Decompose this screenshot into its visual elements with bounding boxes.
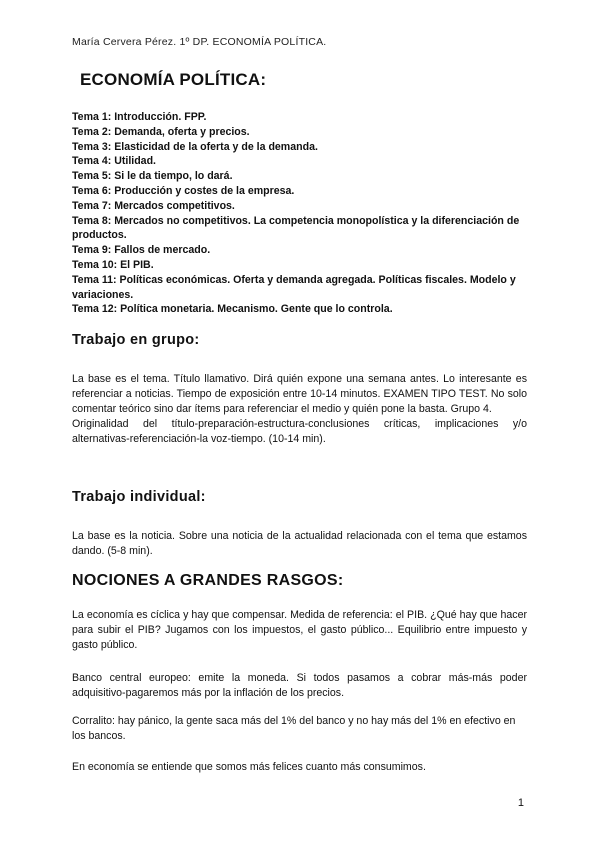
topic-item: Tema 11: Políticas económicas. Oferta y demanda agregada. Políticas fiscales. Modelo y variaciones. [72,273,516,301]
topic-item: Tema 4: Utilidad. [72,155,156,168]
topic-item: Tema 10: El PIB. [72,258,154,271]
notions-heading: NOCIONES A GRANDES RASGOS: [72,572,344,589]
group-work-heading: Trabajo en grupo: [72,332,200,348]
individual-work-paragraph: La base es la noticia. Sobre una noticia de la actualidad relacionada con el tema que estamos dando. (5-8 min). [72,530,527,557]
topic-item: Tema 5: Si le da tiempo, lo dará. [72,170,233,183]
topics-list [72,110,532,317]
group-work-paragraph-1: La base es el tema. Título llamativo. Dirá quién expone una semana antes. Lo interesante es referenciar a noticias. Tiempo de exposición entre 10-14 minutos. EXAMEN TIPO TEST. No solo comentar teórico sino dar ítems para referenciar el medio y quién pone la basta. Grupo 4. [72,373,527,415]
topic-item: Tema 12: Política monetaria. Mecanismo. Gente que lo controla. [72,303,393,316]
group-work-paragraph-2: Originalidad del título-preparación-estructura-conclusiones críticas, implicaciones y/o alternativas-referenciación-la voz-tiempo. (10-14 min). [72,418,527,445]
page-number: 1 [517,797,524,809]
topic-item: Tema 7: Mercados competitivos. [72,199,235,212]
individual-work-heading: Trabajo individual: [72,489,206,505]
notions-paragraph-1: La economía es cíclica y hay que compensar. Medida de referencia: el PIB. ¿Qué hay que hacer para subir el PIB? Jugamos con los impuestos, el gasto público... Equilibrio entre impuesto y gasto público. [72,609,527,651]
notions-paragraph-3: Corralito: hay pánico, la gente saca más del 1% del banco y no hay más del 1% en efectivo en los bancos. [72,715,516,742]
topic-item: Tema 1: Introducción. FPP. [72,111,207,123]
topic-item: Tema 3: Elasticidad de la oferta y de la demanda. [72,140,318,153]
topic-item: Tema 2: Demanda, oferta y precios. [72,125,250,138]
notions-paragraph-4: En economía se entiende que somos más felices cuanto más consumimos. [72,761,426,773]
topic-item: Tema 8: Mercados no competitivos. La competencia monopolística y la diferenciación de productos. [72,214,520,242]
document-title: ECONOMÍA POLÍTICA: [80,70,267,89]
page-header: María Cervera Pérez. 1º DP. ECONOMÍA POLÍTICA. [72,36,327,48]
notions-paragraph-2: Banco central europeo: emite la moneda. Si todos pasamos a cobrar más-más poder adquisitivo-pagaremos más por la inflación de los precios. [72,672,527,699]
topic-item: Tema 9: Fallos de mercado. [72,244,211,257]
topic-item: Tema 6: Producción y costes de la empresa. [72,184,295,197]
